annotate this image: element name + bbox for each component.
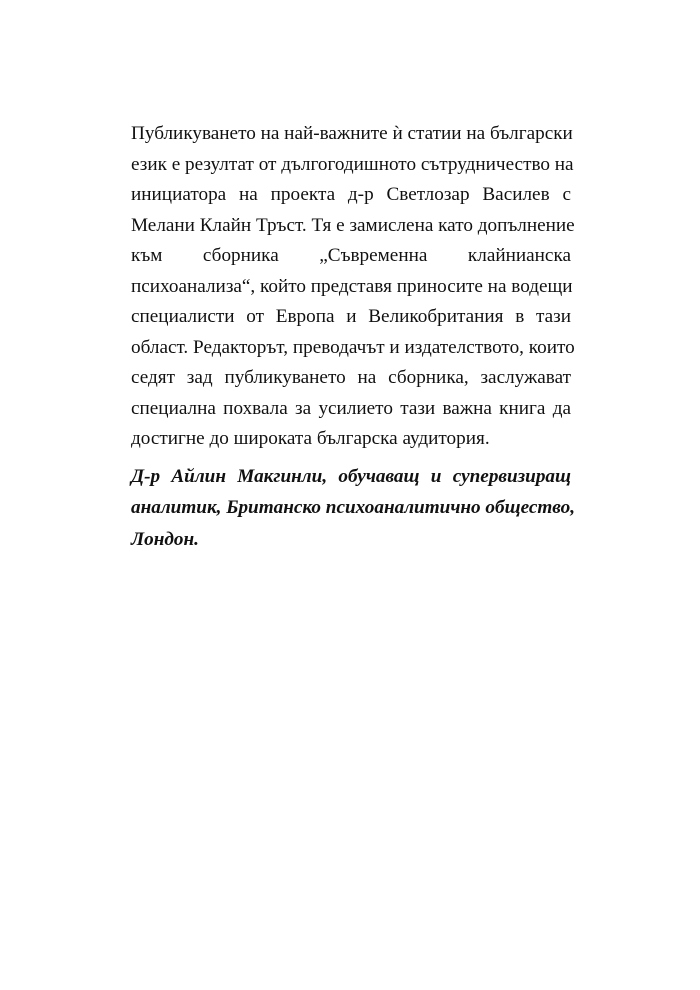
paragraph-line: специалисти от Европа и Великобритания в тази [131,306,571,327]
attribution [131,461,576,556]
attribution-line: Д-р Айлин Макгинли, обучаващ и супервизиращ [131,465,571,487]
paragraph-line: инициатора на проекта д-р Светлозар Василев с [131,184,571,205]
paragraph-line: език е резултат от дългогодишното сътрудничество на [131,153,574,175]
attribution-line: Лондон. [131,528,199,550]
paragraph-line: Мелани Клайн Тръст. Тя е замислена като допълнение [131,214,575,236]
paragraph-line: достигне до широката българска аудитория. [131,428,490,449]
paragraph-line: седят зад публикуването на сборника, заслужават [131,367,571,388]
paragraph-line: област. Редакторът, преводачът и издателството, които [131,336,575,358]
paragraph-line: към сборника „Съвременна клайнианска [131,245,571,266]
body-paragraph [131,119,575,455]
paragraph-line: психоанализа“, който представя приносите на водещи [131,275,573,297]
paragraph-line: Публикуването на най-важните ѝ статии на български [131,123,573,144]
attribution-line: аналитик, Британско психоаналитично общество, [131,497,576,518]
text-block [131,119,576,555]
paragraph-line: специална похвала за усилието тази важна книга да [131,397,571,419]
